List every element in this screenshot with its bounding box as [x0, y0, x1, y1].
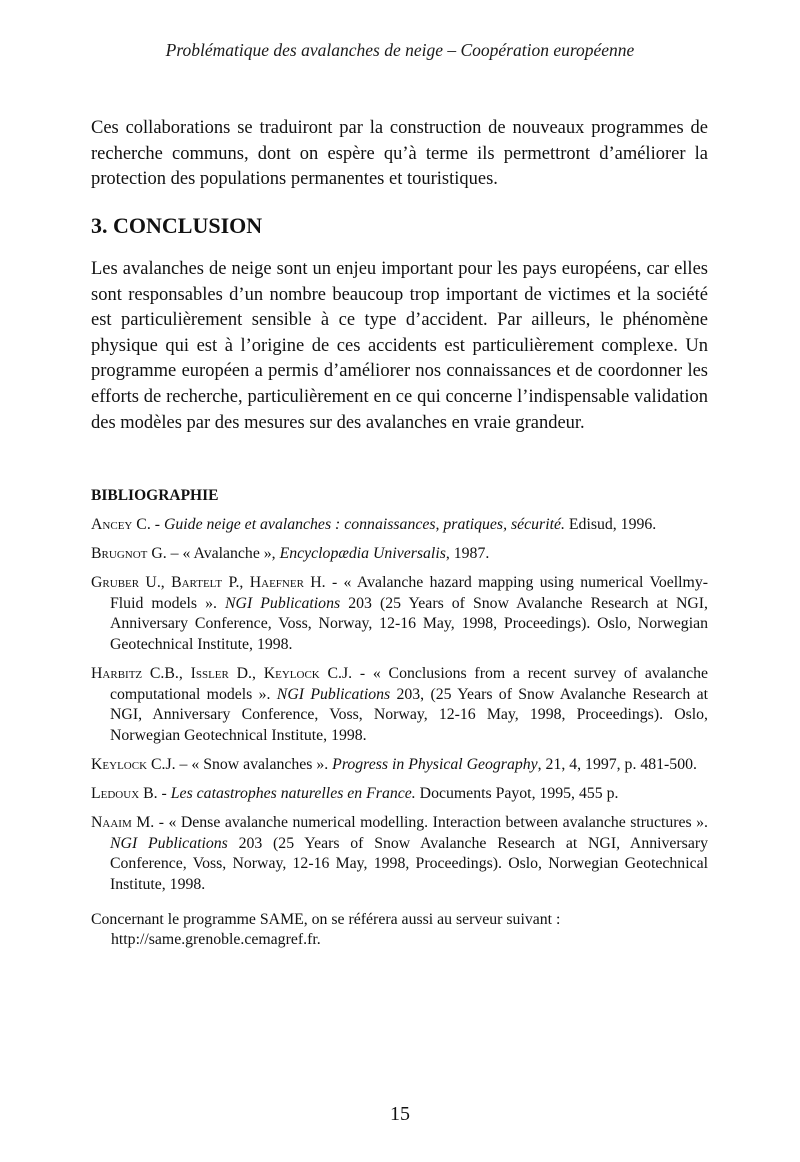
- bib-prefix: - « Dense avalanche numerical modelling. Interaction between avalanche structures ».: [154, 814, 708, 832]
- bib-separator: – « Avalanche »,: [166, 545, 280, 563]
- bib-entry: [91, 544, 708, 565]
- bib-entry: [91, 515, 708, 536]
- bib-entry: [91, 755, 708, 776]
- bib-title: NGI Publications: [276, 685, 391, 703]
- bib-title: Les catastrophes naturelles en France.: [170, 785, 416, 803]
- note-text: Concernant le programme SAME, on se référera aussi au serveur suivant :: [91, 910, 561, 928]
- bib-title: NGI Publications: [225, 594, 341, 612]
- bibliography-list: [91, 515, 708, 959]
- bib-prefix: - « Conclusions from a recent survey of avalanche computational models ».: [110, 665, 709, 703]
- intro-paragraph: Ces collaborations se traduiront par la construction de nouveaux programmes de recherche communs, dont on espère qu’à terme ils permettront d’améliorer la protection des populations permanentes et touristiques.: [91, 118, 708, 190]
- bib-authors: Ancey C.: [91, 516, 151, 533]
- bib-details: 203, (25 Years of Snow Avalanche Research at NGI, Anniversary Conference, Voss, Norway, 12-16 May, 1998, Proceedings). Oslo, Norwegian Geotechnical Institute, 1998.: [110, 685, 708, 744]
- server-url: http://same.grenoble.cemagref.fr.: [111, 931, 321, 949]
- bib-authors: Brugnot G.: [91, 545, 167, 563]
- bib-entry: [91, 813, 708, 895]
- bib-entry: [91, 784, 708, 805]
- section-heading-conclusion: 3. CONCLUSION: [91, 213, 263, 238]
- running-header: Problématique des avalanches de neige – Coopération européenne: [165, 40, 635, 60]
- bib-title: Progress in Physical Geography: [332, 755, 538, 773]
- bib-details: , 21, 4, 1997, p. 481-500.: [537, 755, 697, 773]
- bib-prefix: - « Avalanche hazard mapping using numerical Voellmy-Fluid models ».: [110, 574, 708, 612]
- bib-details: 203 (25 Years of Snow Avalanche Research at NGI, Anniversary Conference, Voss, Norway, 12-16 May, 1998, Proceedings). Oslo, Norwegian Geotechnical Institute, 1998.: [110, 594, 709, 653]
- bib-details: Edisud, 1996.: [564, 516, 657, 533]
- bib-prefix: -: [157, 785, 171, 803]
- bib-entry: [91, 573, 708, 655]
- bib-prefix: – « Snow avalanches ».: [175, 755, 333, 773]
- bib-details: 203 (25 Years of Snow Avalanche Research at NGI, Anniversary Conference, Voss, Norway, 12-16 May, 1998, Proceedings). Oslo, Norwegian Geotechnical Institute, 1998.: [110, 834, 708, 893]
- bib-authors: Harbitz C.B., Issler D., Keylock C.J.: [91, 665, 353, 683]
- bib-authors: Keylock C.J.: [91, 755, 176, 773]
- bib-authors: Ledoux B.: [91, 785, 158, 803]
- bib-authors: Gruber U., Bartelt P., Haefner H.: [91, 574, 326, 592]
- bibliography-note: [91, 910, 708, 951]
- bib-details: Documents Payot, 1995, 455 p.: [415, 785, 619, 803]
- bib-title: NGI Publications: [110, 834, 228, 852]
- bib-title: Encyclopædia Universalis: [279, 545, 446, 563]
- bib-details: , 1987.: [445, 545, 490, 563]
- bib-entry: [91, 664, 708, 746]
- bibliography-heading: BIBLIOGRAPHIE: [91, 487, 219, 504]
- bib-separator: -: [150, 516, 164, 533]
- page-number: 15: [390, 1103, 410, 1125]
- conclusion-paragraph: Les avalanches de neige sont un enjeu important pour les pays européens, car elles sont responsables d’un nombre beaucoup trop important de victimes et la société est particulièrement sensible à ce type d’accident. Par ailleurs, le phénomène physique qui est à l’origine de ces accidents est particulièrement complexe. Un programme européen a permis d’améliorer nos connaissances et de coordonner les efforts de recherche, particulièrement en ce qui concerne l’indispensable validation des modèles par des mesures sur des avalanches en vraie grandeur.: [91, 259, 708, 433]
- bib-title: Guide neige et avalanches : connaissances, pratiques, sécurité.: [163, 516, 565, 533]
- bib-authors: Naaim M.: [91, 814, 155, 832]
